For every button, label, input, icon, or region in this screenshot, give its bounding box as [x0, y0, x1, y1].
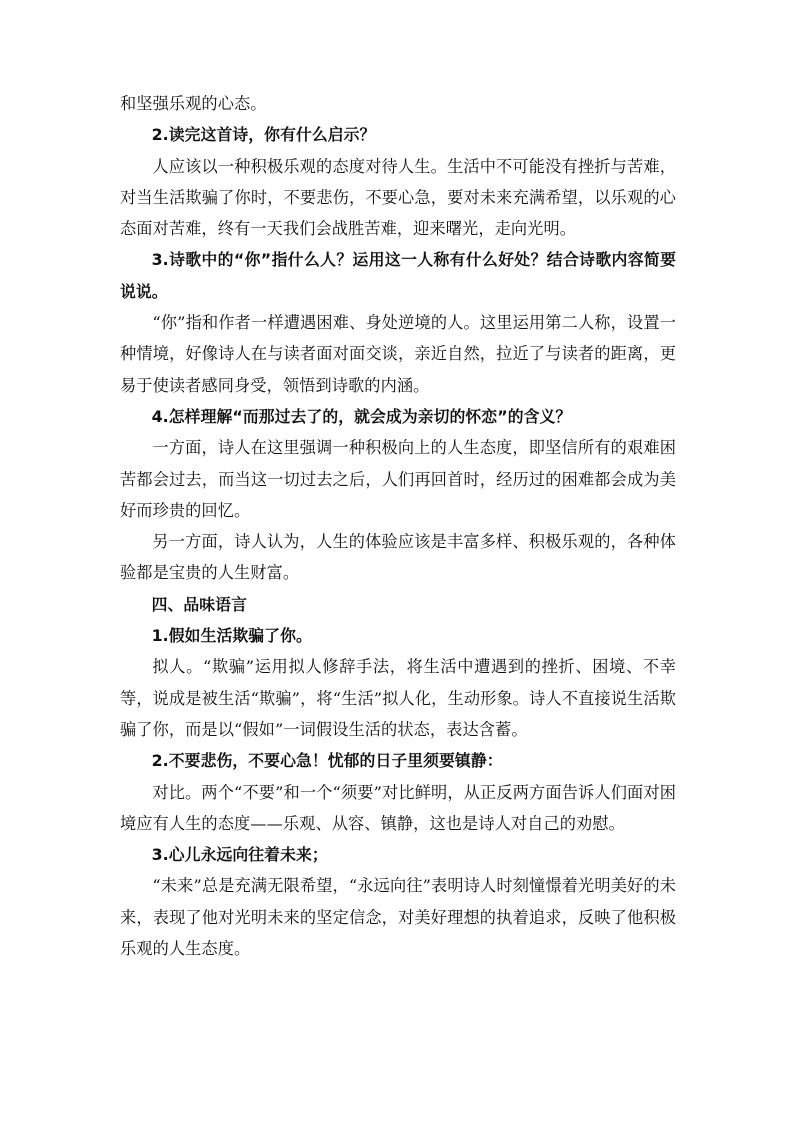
language-item-analysis-1: 拟人。“欺骗”运用拟人修辞手法，将生活中遭遇到的挫折、困境、不幸等，说成是被生活“欺骗”，将“生活”拟人化，生动形象。诗人不直接说生活欺骗了你，而是以“假如”一词假设生活的状态，表达含蓄。	[120, 657, 676, 739]
question-heading-3: 3.诗歌中的“你”指什么人？运用这一人称有什么好处？结合诗歌内容简要说说。	[120, 250, 676, 301]
answer-paragraph-3: “你”指和作者一样遭遇困难、身处逆境的人。这里运用第二人称，设置一种情境，好像诗人在与读者面对面交谈，亲近自然，拉近了与读者的距离，更易于使读者感同身受，领悟到诗歌的内涵。	[120, 313, 676, 395]
answer-paragraph-4a: 一方面，诗人在这里强调一种积极向上的人生态度，即坚信所有的艰难困苦都会过去，而当这一切过去之后，人们再回首时，经历过的困难都会成为美好而珍贵的回忆。	[120, 438, 676, 520]
body-paragraph-continuation: 和坚强乐观的心态。	[120, 94, 267, 113]
answer-paragraph-2: 人应该以一种积极乐观的态度对待人生。生活中不可能没有挫折与苦难，对当生活欺骗了你时，不要悲伤，不要心急，要对未来充满希望，以乐观的心态面对苦难，终有一天我们会战胜苦难，迎来曙光，走向光明。	[120, 156, 676, 239]
question-heading-4: 4.怎样理解“而那过去了的，就会成为亲切的怀恋”的含义？	[151, 406, 572, 426]
question-heading-2: 2.读完这首诗，你有什么启示？	[151, 125, 376, 145]
language-item-heading-1: 1.假如生活欺骗了你。	[151, 626, 312, 646]
section-heading-language: 四、品味语言	[151, 594, 247, 614]
language-item-heading-2: 2.不要悲伤，不要心急！忧郁的日子里须要镇静：	[151, 751, 503, 771]
answer-paragraph-4b: 另一方面，诗人认为，人生的体验应该是丰富多样、积极乐观的，各种体验都是宝贵的人生财富。	[120, 532, 676, 583]
language-item-analysis-3: “未来”总是充满无限希望，“永远向往”表明诗人时刻憧憬着光明美好的未来，表现了他对光明未来的坚定信念，对美好理想的执着追求，反映了他积极乐观的人生态度。	[120, 876, 676, 959]
document-page	[120, 88, 676, 964]
language-item-analysis-2: 对比。两个“不要”和一个“须要”对比鲜明，从正反两方面告诉人们面对困境应有人生的态度——乐观、从容、镇静，这也是诗人对自己的劝慰。	[120, 782, 676, 833]
language-item-heading-3: 3.心儿永远向往着未来；	[151, 845, 328, 865]
